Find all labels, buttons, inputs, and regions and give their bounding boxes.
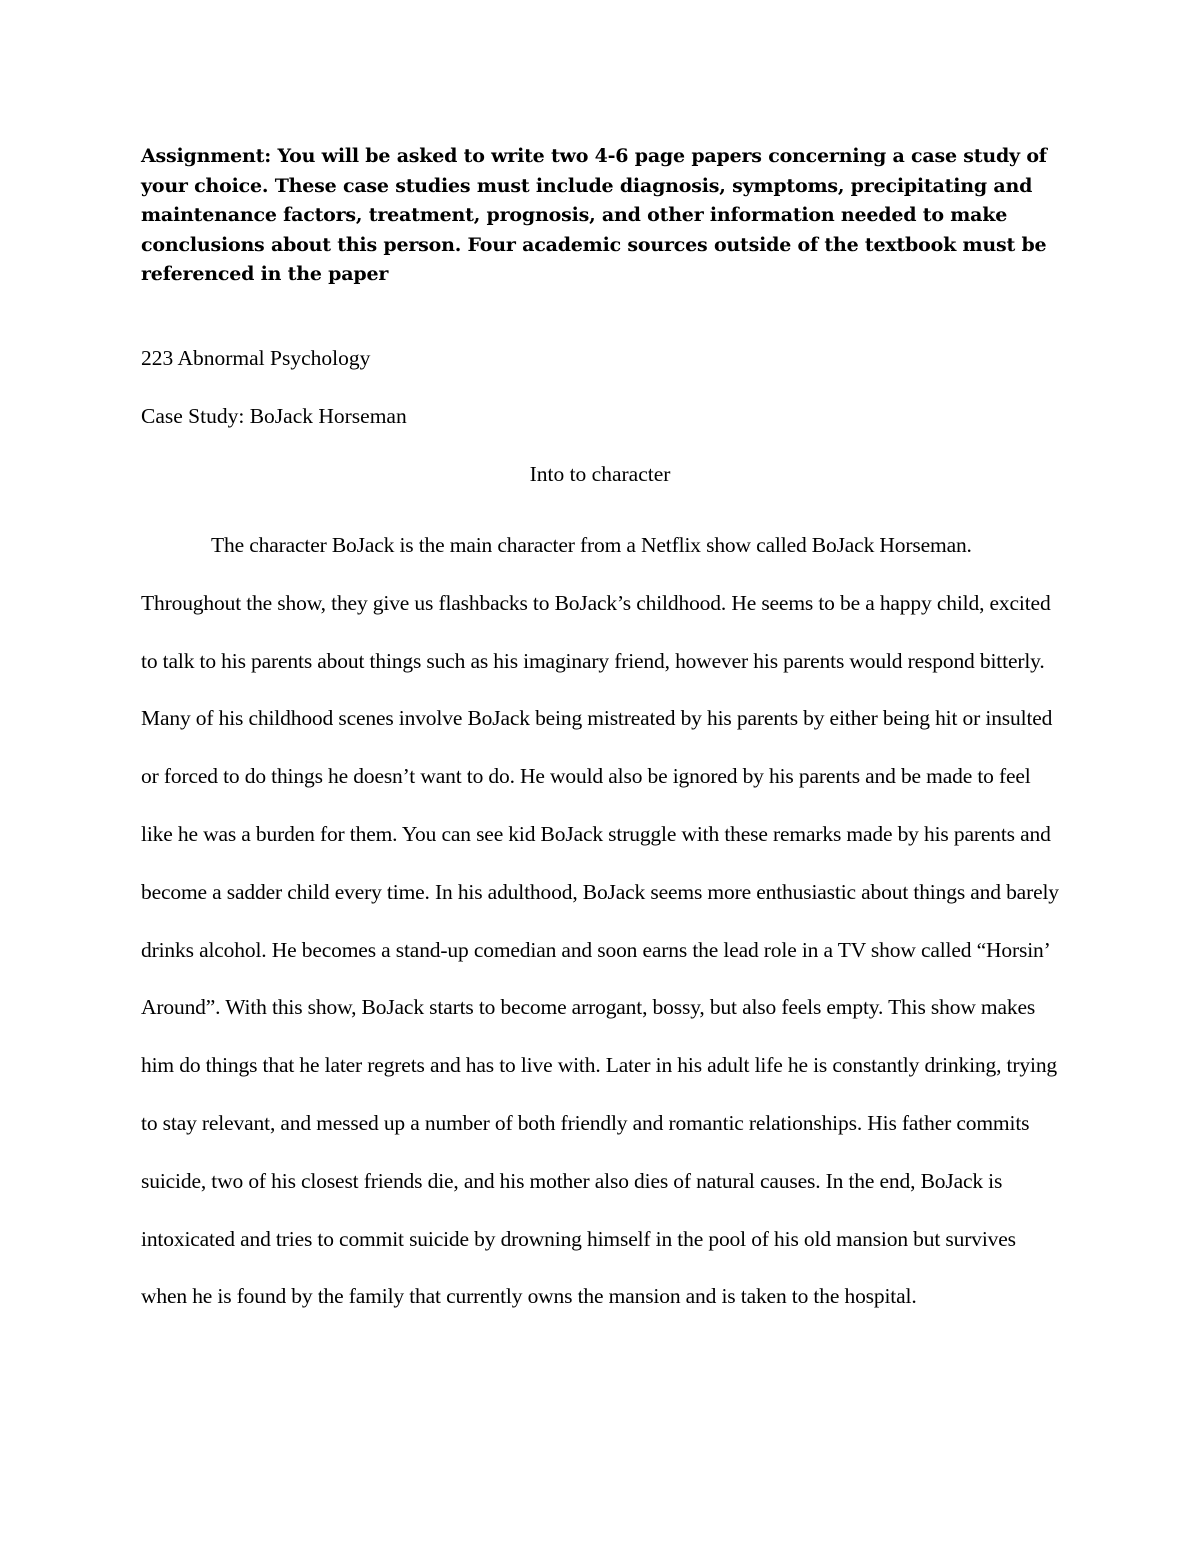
document-content — [141, 142, 1061, 1309]
section-heading: Into to character — [529, 462, 671, 486]
assignment-prompt: Assignment: You will be asked to write two 4-6 page papers concerning a case study of your choice. These case studies must include diagnosis, symptoms, precipitating and maintenance factors, treatment, prognosis, and other information needed to make conclusions about this person. Four academic sources outside of the textbook must be referenced in the paper — [141, 145, 1047, 285]
case-study-title: Case Study: BoJack Horseman — [141, 404, 407, 428]
body-paragraph: The character BoJack is the main character from a Netflix show called BoJack Horseman. Throughout the show, they give us flashbacks to BoJack’s childhood. He seems to be a happy child, excited to talk to his parents about things such as his imaginary friend, however his parents would respond bitterly. Many of his childhood scenes involve BoJack being mistreated by his parents by either being hit or insulted or forced to do things he doesn’t want to do. He would also be ignored by his parents and be made to feel like he was a burden for them. You can see kid BoJack struggle with these remarks made by his parents and become a sadder child every time. In his adulthood, BoJack seems more enthusiastic about things and barely drinks alcohol. He becomes a stand-up comedian and soon earns the lead role in a TV show called “Horsin’ Around”. With this show, BoJack starts to become arrogant, bossy, but also feels empty. This show makes him do things that he later regrets and has to live with. Later in his adult life he is constantly drinking, trying to stay relevant, and messed up a number of both friendly and romantic relationships. His father commits suicide, two of his closest friends die, and his mother also dies of natural causes. In the end, BoJack is intoxicated and tries to commit suicide by drowning himself in the pool of his old mansion but survives when he is found by the family that currently owns the mansion and is taken to the hospital. — [141, 533, 1059, 1309]
course-title: 223 Abnormal Psychology — [141, 346, 371, 370]
